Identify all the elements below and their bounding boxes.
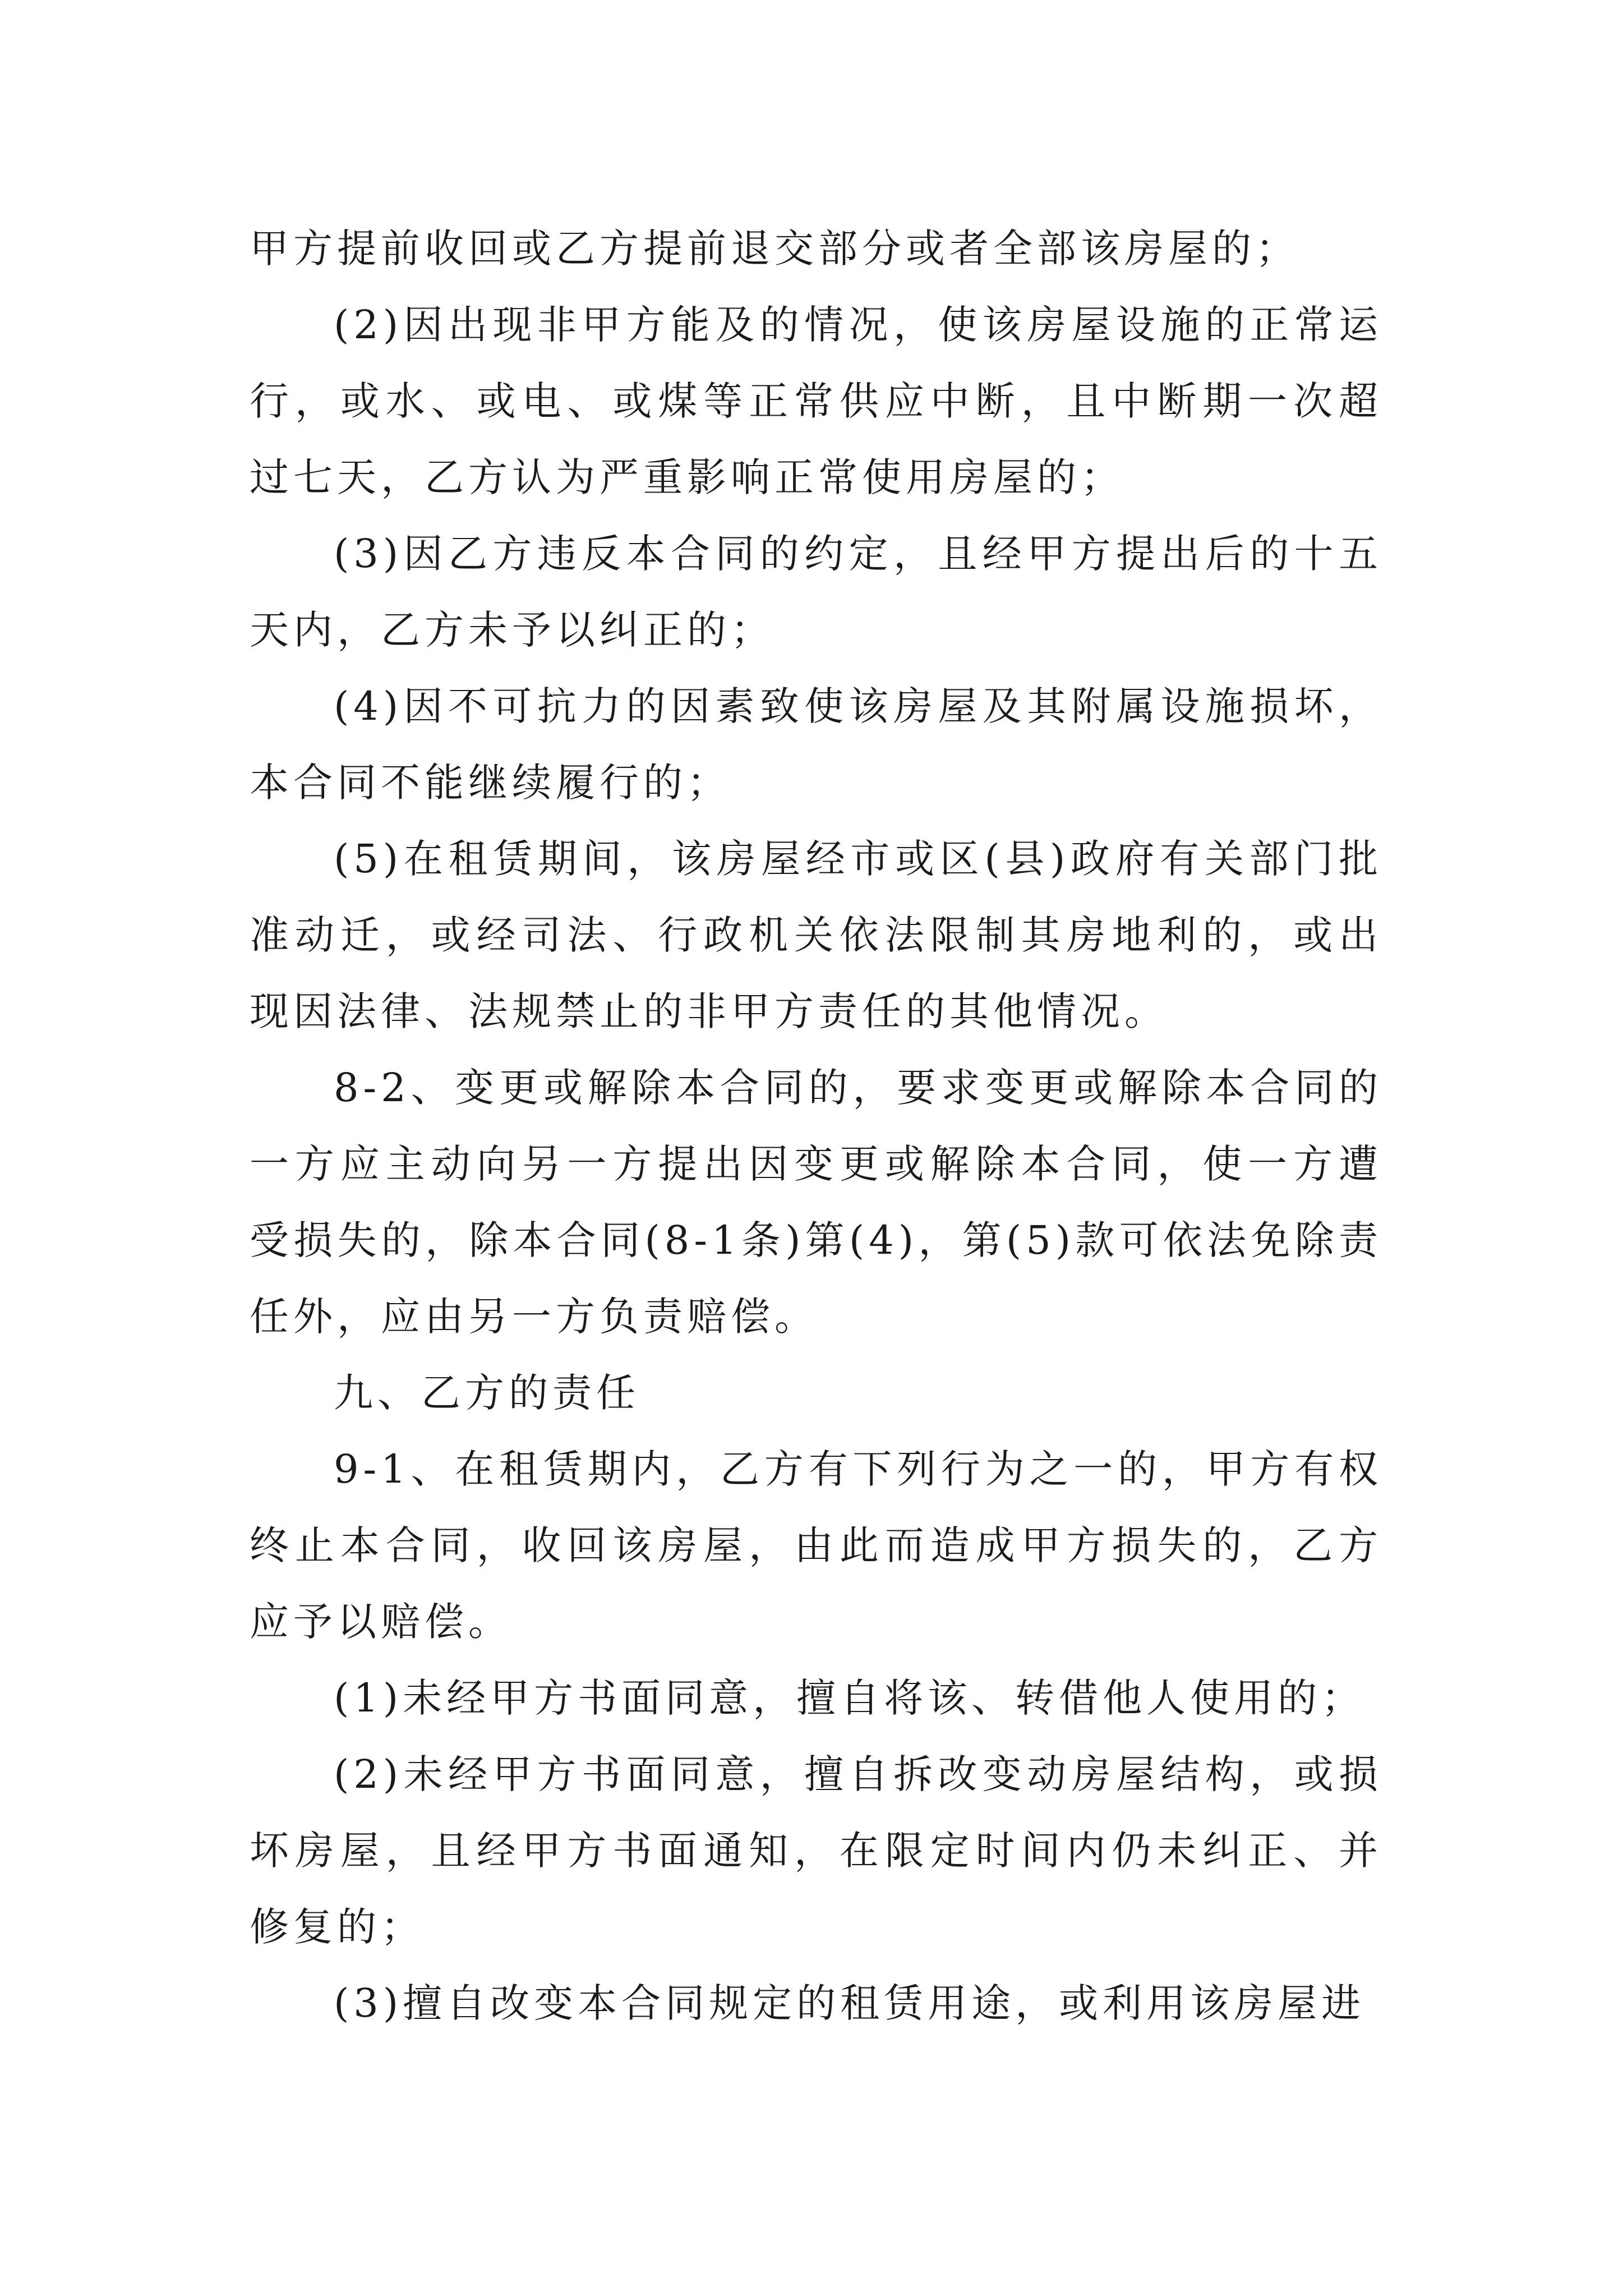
paragraph-article-9-1: 9-1、在租赁期内，乙方有下列行为之一的，甲方有权终止本合同，收回该房屋，由此而造成甲方损失的，乙方应予以赔偿。: [250, 1446, 1382, 1645]
paragraph-item-2: (2)未经甲方书面同意，擅自拆改变动房屋结构，或损坏房屋，且经甲方书面通知，在限定时间内仍未纠正、并修复的；: [250, 1751, 1382, 1950]
paragraph-continuation: 甲方提前收回或乙方提前退交部分或者全部该房屋的；: [250, 226, 1299, 272]
document-body: [250, 210, 1382, 2041]
paragraph-clause-2: (2)因出现非甲方能及的情况，使该房屋设施的正常运行，或水、或电、或煤等正常供应中断，且中断期一次超过七天，乙方认为严重影响正常使用房屋的；: [250, 302, 1382, 500]
paragraph-item-1: (1)未经甲方书面同意，擅自将该、转借他人使用的；: [334, 1675, 1366, 1721]
section-heading-nine: 九、乙方的责任: [334, 1370, 640, 1416]
paragraph-clause-4: (4)因不可抗力的因素致使该房屋及其附属设施损坏，本合同不能继续履行的；: [250, 683, 1382, 806]
paragraph-clause-3: (3)因乙方违反本合同的约定，且经甲方提出后的十五天内，乙方未予以纠正的；: [250, 531, 1382, 653]
paragraph-clause-5: (5)在租赁期间，该房屋经市或区(县)政府有关部门批准动迁，或经司法、行政机关依法限制其房地利的，或出现因法律、法规禁止的非甲方责任的其他情况。: [250, 836, 1382, 1034]
paragraph-item-3: (3)擅自改变本合同规定的租赁用途，或利用该房屋进: [334, 1980, 1366, 2026]
paragraph-article-8-2: 8-2、变更或解除本合同的，要求变更或解除本合同的一方应主动向另一方提出因变更或解除本合同，使一方遭受损失的，除本合同(8-1条)第(4)，第(5)款可依法免除责任外，应由另一方负责赔偿。: [250, 1065, 1382, 1340]
